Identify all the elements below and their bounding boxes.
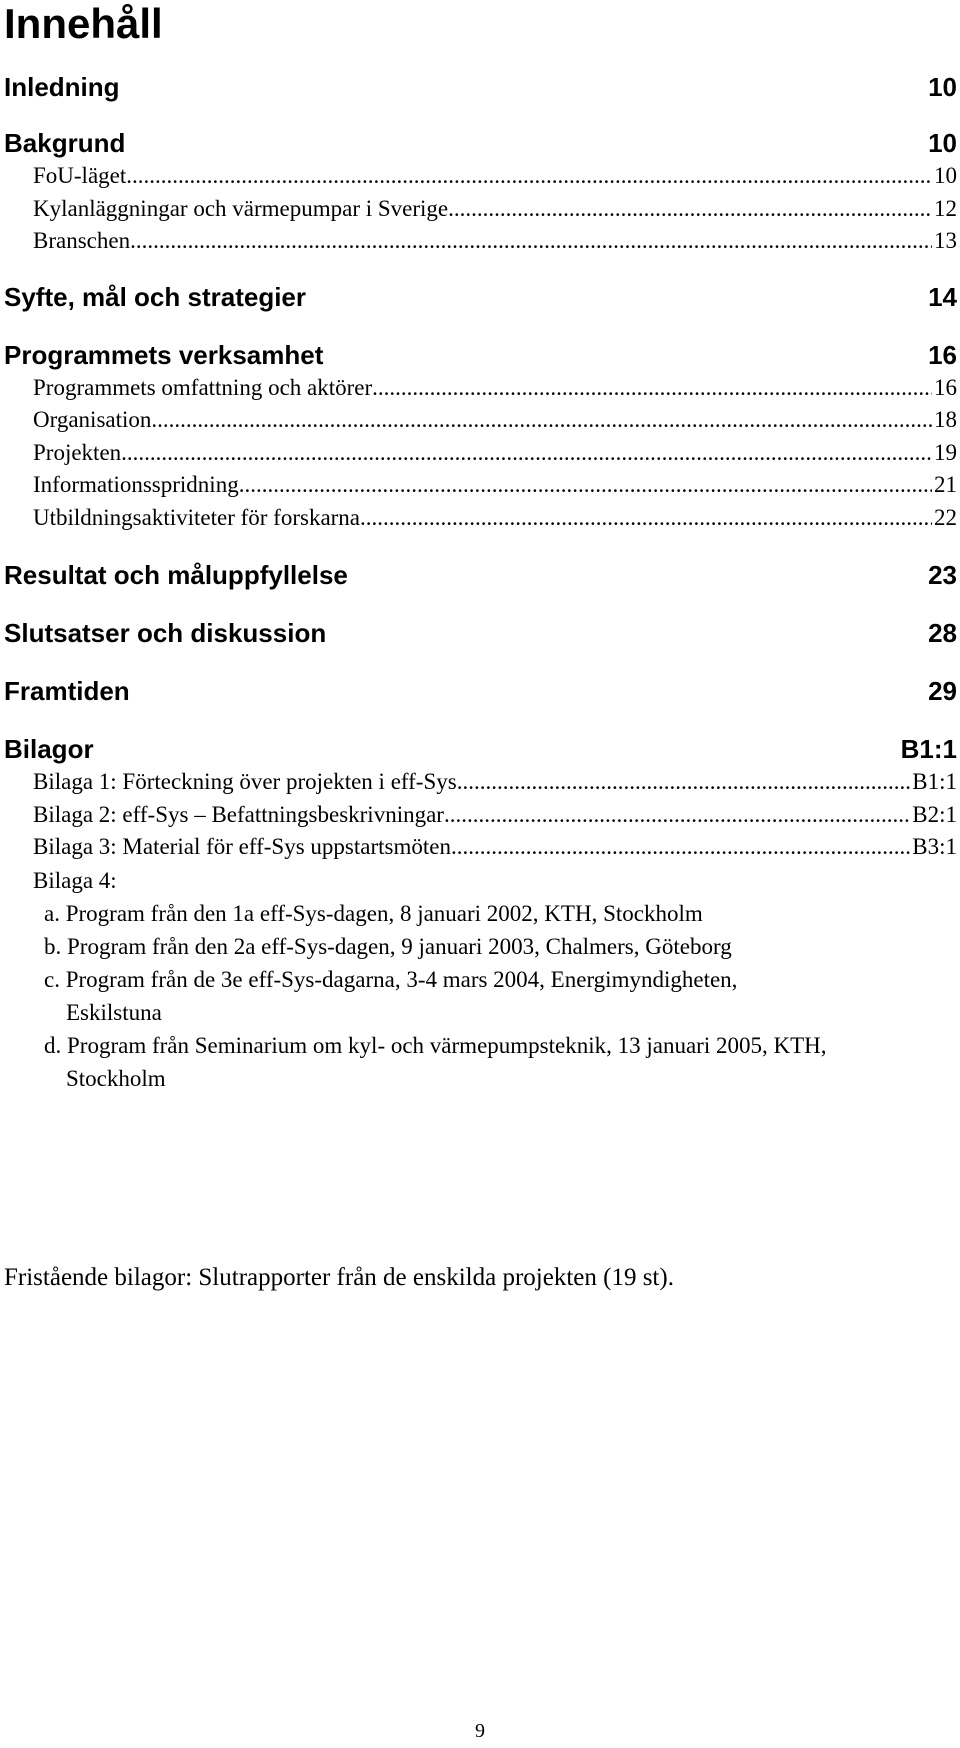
toc-section-page: 10 xyxy=(928,72,957,102)
toc-section-page: 14 xyxy=(928,281,957,312)
toc-entry-page: 18 xyxy=(934,407,957,432)
toc-entry[interactable] xyxy=(4,502,957,535)
dot-leader xyxy=(239,469,932,502)
toc-section-page: 23 xyxy=(928,560,957,590)
toc-section-page: 28 xyxy=(928,618,957,648)
toc-entry-page: 22 xyxy=(934,504,957,530)
dot-leader xyxy=(360,502,932,535)
toc-entry-page: B3:1 xyxy=(912,834,957,859)
toc-section-page: 16 xyxy=(928,339,957,370)
toc-entry-page: 10 xyxy=(934,163,957,188)
standalone-appendices-note: Fristående bilagor: Slutrapporter från de enskilda projekten (19 st). xyxy=(4,1264,674,1291)
page-title: Innehåll xyxy=(4,0,163,47)
page-number: 9 xyxy=(475,1720,485,1742)
toc-entry[interactable] xyxy=(4,799,957,832)
toc-entry-page: 13 xyxy=(934,228,957,253)
toc-entry[interactable] xyxy=(4,160,957,193)
bilaga-4-item: a. Program från den 1a eff-Sys-dagen, 8 januari 2002, KTH, Stockholm xyxy=(44,900,703,926)
toc-entry-label: Bilaga 3: Material för eff-Sys uppstartsmöten xyxy=(33,834,451,859)
toc-entry-label: Informationsspridning xyxy=(33,472,239,497)
toc-section-label: Bakgrund xyxy=(4,128,126,158)
table-of-contents xyxy=(4,70,957,1095)
toc-entry[interactable] xyxy=(4,766,957,799)
bilaga-4-item: d. Program från Seminarium om kyl- och värmepumpsteknik, 13 januari 2005, KTH, Stockholm xyxy=(44,1032,827,1091)
toc-section[interactable] xyxy=(4,338,957,372)
dot-leader xyxy=(126,160,932,193)
dot-leader xyxy=(121,437,932,470)
bilaga-4-item: b. Program från den 2a eff-Sys-dagen, 9 januari 2003, Chalmers, Göteborg xyxy=(44,933,732,959)
toc-section-label: Framtiden xyxy=(4,676,130,706)
toc-entry-page: B1:1 xyxy=(912,769,957,794)
toc-entry-label: Kylanläggningar och värmepumpar i Sverige xyxy=(33,195,449,221)
toc-section-page: 10 xyxy=(928,128,957,158)
toc-entry[interactable] xyxy=(4,372,957,405)
toc-section[interactable] xyxy=(4,558,957,592)
toc-section[interactable] xyxy=(4,280,957,314)
dot-leader xyxy=(451,831,910,864)
dot-leader xyxy=(457,766,911,799)
toc-entry[interactable] xyxy=(4,404,957,437)
toc-entry[interactable] xyxy=(4,225,957,258)
bilaga-4-label: Bilaga 4: xyxy=(33,867,117,893)
toc-entry-label: Programmets omfattning och aktörer xyxy=(33,374,373,400)
toc-entry-label: Bilaga 1: Förteckning över projekten i eff-Sys xyxy=(33,769,457,794)
toc-entry-label: Bilaga 2: eff-Sys – Befattningsbeskrivningar xyxy=(33,801,444,827)
toc-entry[interactable] xyxy=(4,831,957,864)
toc-section-label: Slutsatser och diskussion xyxy=(4,618,327,648)
toc-section[interactable] xyxy=(4,126,957,160)
toc-section[interactable] xyxy=(4,674,957,708)
dot-leader xyxy=(444,799,910,832)
toc-section-page: B1:1 xyxy=(900,734,957,764)
toc-entry-label: Organisation xyxy=(33,407,152,432)
toc-section[interactable] xyxy=(4,732,957,766)
toc-section[interactable] xyxy=(4,70,957,104)
toc-entry-label: Projekten xyxy=(33,439,122,465)
toc-entry-label: Utbildningsaktiviteter för forskarna xyxy=(33,504,361,530)
toc-section-label: Inledning xyxy=(4,72,120,102)
dot-leader xyxy=(448,193,932,226)
toc-entry[interactable] xyxy=(4,437,957,470)
toc-entry-page: B2:1 xyxy=(912,801,957,827)
toc-entry-page: 16 xyxy=(934,374,957,400)
toc-entry-page: 19 xyxy=(934,439,957,465)
toc-entry-label: Branschen xyxy=(33,228,131,253)
toc-section-page: 29 xyxy=(928,676,957,706)
toc-entry-page: 21 xyxy=(934,472,957,497)
bilaga-4-item: c. Program från de 3e eff-Sys-dagarna, 3-4 mars 2004, Energimyndigheten, Eskilstuna xyxy=(44,966,738,1025)
toc-entry-page: 12 xyxy=(934,195,957,221)
dot-leader xyxy=(151,404,932,437)
toc-section[interactable] xyxy=(4,616,957,650)
dot-leader xyxy=(130,225,932,258)
toc-entry[interactable] xyxy=(4,193,957,226)
toc-section-label: Programmets verksamhet xyxy=(4,339,324,370)
toc-section-label: Syfte, mål och strategier xyxy=(4,281,306,312)
toc-entry-label: FoU-läget xyxy=(33,163,127,188)
toc-section-label: Resultat och måluppfyllelse xyxy=(4,560,348,590)
dot-leader xyxy=(372,372,932,405)
toc-section-label: Bilagor xyxy=(4,734,94,764)
toc-entry[interactable] xyxy=(4,469,957,502)
